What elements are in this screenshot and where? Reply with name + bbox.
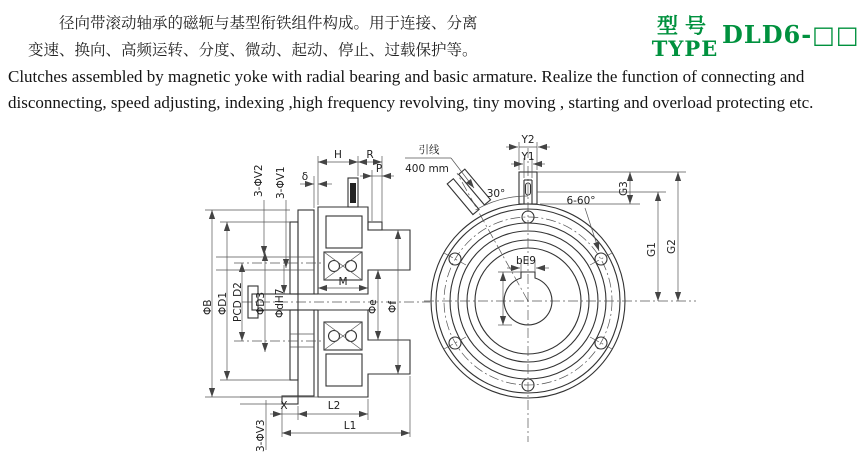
dim-L2: L2 [327, 400, 341, 412]
lead-wire-label: 引线 [418, 144, 440, 156]
dim-v3: 3-ΦV3 [255, 419, 267, 452]
hub-step [368, 222, 382, 230]
dim-G1: G1 [646, 242, 658, 257]
dim-phiB: ΦB [202, 299, 214, 315]
holes-note [566, 195, 599, 251]
coil-windings [326, 216, 362, 386]
dim-v1: 3-ΦV1 [275, 166, 287, 199]
front-view [405, 134, 696, 442]
dim-G3: G3 [618, 181, 630, 196]
cross-section-view [202, 149, 430, 452]
bore-keyway [498, 255, 552, 325]
dim-delta: δ [301, 171, 309, 183]
dim-H: H [334, 149, 342, 161]
dim-phie: Φe [367, 299, 379, 314]
type-label-cn: 型号 [657, 14, 713, 38]
radial-bearings [324, 252, 362, 350]
dim-pcdD2: PCD D2 [232, 282, 244, 322]
section-dims-bottom [240, 376, 410, 452]
type-label-en: TYPE [651, 36, 719, 61]
dim-Y2: Y2 [521, 134, 535, 146]
terminal-block [350, 183, 356, 203]
dim-angle30: 30° [486, 188, 506, 200]
dim-holes: 6-60° [566, 195, 596, 207]
dim-phiD3: ΦD3 [255, 291, 267, 315]
dim-X: X [280, 400, 288, 412]
dim-phif: Φf [387, 301, 399, 313]
dim-keyway: bE9 [516, 255, 536, 267]
intro-cn-line1: 径向带滚动轴承的磁轭与基型衔铁组件构成。用于连接、分离 [59, 14, 478, 32]
intro-cn-line2: 变速、换向、高频运转、分度、微动、起动、停止、过载保护等。 [28, 41, 478, 59]
dim-M: M [338, 276, 348, 288]
dim-phid: ΦdH7 [274, 288, 286, 318]
terminal-ring [348, 178, 358, 207]
intro-en-line2: disconnecting, speed adjusting, indexing ,high frequency revolving, tiny moving , starting and overload protecting etc. [8, 93, 814, 112]
dim-v2: 3-ΦV2 [253, 164, 265, 197]
section-dims-left [202, 210, 322, 397]
intro-en-line1: Clutches assembled by magnetic yoke with radial bearing and basic armature. Realize the function of connecting and [8, 67, 805, 86]
dim-G2: G2 [666, 239, 678, 254]
dim-R: R [366, 149, 374, 161]
front-dims-right [537, 172, 686, 301]
dim-Y1: Y1 [521, 151, 535, 163]
dim-phiD1: ΦD1 [217, 291, 229, 315]
dim-P: P [375, 163, 383, 175]
model-number: DLD6-□□ [722, 20, 860, 49]
dim-L1: L1 [343, 420, 357, 432]
lead-wires [405, 143, 528, 301]
lead-length-label: 400 mm [405, 163, 449, 175]
